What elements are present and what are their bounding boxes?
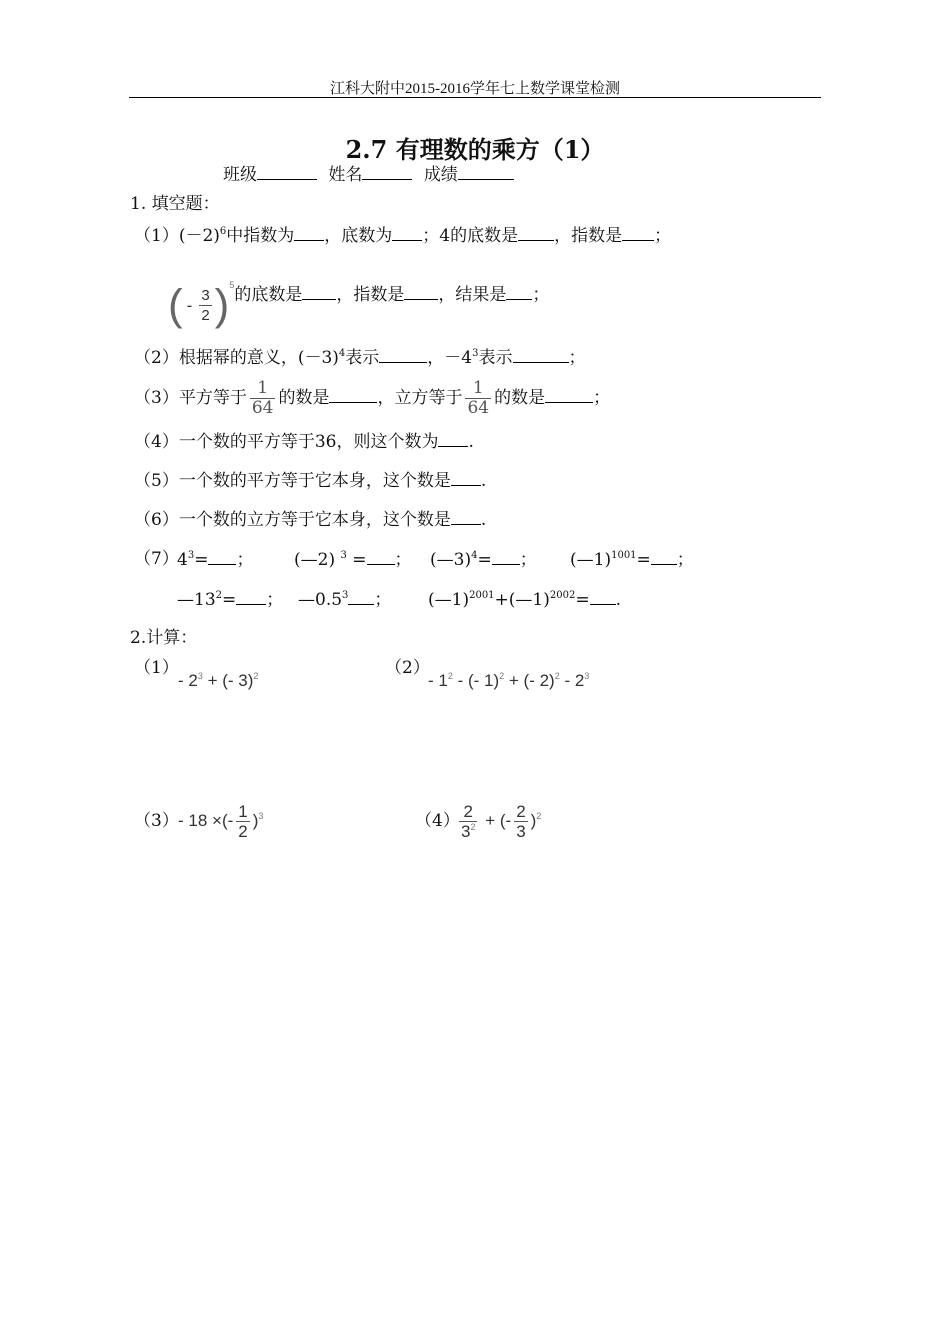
answer-blank[interactable] bbox=[404, 283, 438, 300]
answer-blank[interactable] bbox=[329, 386, 377, 403]
answer-blank[interactable] bbox=[451, 508, 481, 525]
minus-sign: - bbox=[186, 295, 193, 315]
answer-blank[interactable] bbox=[236, 588, 266, 605]
calc-3-num: （3） bbox=[134, 811, 179, 831]
question-text: 中指数为 bbox=[226, 226, 295, 246]
question-7g bbox=[428, 588, 621, 611]
question-text: 一个数的立方等于它本身，这个数是 bbox=[178, 510, 451, 530]
question-text: ；4的底数是 bbox=[422, 226, 519, 246]
question-text: ； bbox=[374, 590, 392, 610]
exponent: 2002 bbox=[549, 590, 576, 601]
question-1b bbox=[168, 265, 549, 336]
question-7c bbox=[430, 548, 537, 571]
fraction bbox=[250, 379, 276, 418]
question-text: 一个数的平方等于36，则这个数为 bbox=[178, 432, 439, 452]
answer-blank[interactable] bbox=[348, 588, 374, 605]
question-text: ，－4 bbox=[427, 348, 473, 368]
expression: 4 bbox=[177, 550, 188, 570]
fraction-numerator: 1 bbox=[250, 379, 276, 399]
exponent: 2 bbox=[253, 671, 259, 681]
question-text: ，指数是 bbox=[554, 226, 623, 246]
question-number: （5） bbox=[134, 471, 179, 491]
answer-blank[interactable] bbox=[392, 224, 422, 241]
exponent: 3 bbox=[340, 550, 347, 561]
question-text: ； bbox=[519, 550, 537, 570]
fraction bbox=[459, 802, 477, 841]
equals: = bbox=[636, 550, 651, 570]
question-text: ； bbox=[568, 348, 586, 368]
term: + (- 3) bbox=[202, 671, 254, 690]
fraction-numerator: 1 bbox=[238, 802, 248, 822]
calc-2-num: （2） bbox=[385, 658, 430, 678]
question-3 bbox=[134, 376, 610, 420]
expression: (—1) bbox=[570, 550, 612, 570]
score-blank[interactable] bbox=[458, 163, 514, 180]
term: - 1 bbox=[428, 671, 448, 690]
expression: —13 bbox=[177, 590, 216, 610]
calc-1-num: （1） bbox=[134, 658, 179, 678]
question-number: （6） bbox=[134, 510, 179, 530]
question-7d bbox=[570, 548, 694, 571]
question-text: ，底数为 bbox=[324, 226, 393, 246]
question-number: （1） bbox=[134, 226, 179, 246]
fraction bbox=[514, 802, 527, 841]
header-school-line: 江科大附中2015-2016学年七上数学课堂检测 bbox=[330, 81, 620, 97]
fraction-denominator: 64 bbox=[467, 398, 490, 418]
fraction-expression: ( - $\frac{3}{2}$ )$^5$ bbox=[168, 280, 235, 330]
equals: = bbox=[575, 590, 590, 610]
student-info-line bbox=[223, 163, 514, 186]
answer-blank[interactable] bbox=[379, 346, 427, 363]
question-6 bbox=[134, 508, 486, 531]
equals: = bbox=[352, 550, 367, 570]
term: ) bbox=[530, 811, 537, 830]
expression: (－2) bbox=[178, 226, 220, 246]
score-label: 成绩 bbox=[423, 165, 458, 185]
page-title: 2.7 有理数的乘方（1） bbox=[345, 135, 605, 164]
question-text: . bbox=[468, 432, 474, 452]
answer-blank[interactable] bbox=[367, 548, 395, 565]
equals: = bbox=[222, 590, 237, 610]
question-1a bbox=[134, 224, 671, 247]
name-blank[interactable] bbox=[362, 163, 412, 180]
expression: (—1) bbox=[428, 590, 470, 610]
exponent: 2 bbox=[470, 822, 476, 833]
term: ) bbox=[252, 811, 259, 830]
fraction bbox=[199, 286, 211, 325]
question-text: ； bbox=[266, 590, 284, 610]
term: - 18 ×(- bbox=[178, 811, 234, 830]
equals: = bbox=[194, 550, 209, 570]
section1-heading: 1. 填空题： bbox=[130, 194, 220, 214]
exponent: 3 bbox=[584, 671, 590, 681]
question-text: ； bbox=[394, 550, 412, 570]
question-text: 的数是 bbox=[494, 388, 546, 408]
question-text: ； bbox=[593, 388, 611, 408]
class-blank[interactable] bbox=[257, 163, 317, 180]
term: - 2 bbox=[178, 671, 198, 690]
fraction-numerator: 1 bbox=[465, 379, 491, 399]
exponent: 2001 bbox=[469, 590, 495, 601]
answer-blank[interactable] bbox=[622, 224, 654, 241]
expression: (—1) bbox=[508, 590, 550, 610]
exponent: 3 bbox=[258, 811, 264, 821]
equals: = bbox=[477, 550, 492, 570]
fraction-numerator: 2 bbox=[516, 802, 526, 822]
question-number: （2） bbox=[134, 348, 179, 368]
expression: (—2) bbox=[294, 550, 336, 570]
answer-blank[interactable] bbox=[518, 224, 554, 241]
term: + (- 2) bbox=[504, 671, 555, 690]
section2-heading: 2.计算： bbox=[130, 628, 198, 648]
answer-blank[interactable] bbox=[302, 283, 336, 300]
answer-blank[interactable] bbox=[590, 588, 616, 605]
question-4 bbox=[134, 430, 474, 453]
question-text: ； bbox=[654, 226, 672, 246]
question-text: . bbox=[480, 510, 487, 530]
fraction-denominator: 3 bbox=[516, 822, 526, 842]
question-text: ，结果是 bbox=[438, 285, 507, 305]
question-text: 根据幂的意义， bbox=[178, 348, 298, 368]
answer-blank[interactable] bbox=[506, 283, 532, 300]
question-text: 平方等于 bbox=[178, 388, 247, 408]
fraction-numerator: 3 bbox=[201, 287, 210, 305]
exponent: 4 bbox=[338, 348, 346, 359]
answer-blank[interactable] bbox=[651, 548, 677, 565]
answer-blank[interactable] bbox=[451, 469, 481, 486]
fraction-denominator: 64 bbox=[251, 398, 274, 418]
exponent: 4 bbox=[471, 550, 478, 561]
exponent: 1001 bbox=[611, 550, 637, 561]
question-text: ； bbox=[532, 285, 550, 305]
expression: (—3) bbox=[430, 550, 472, 570]
exponent: 2 bbox=[447, 671, 453, 681]
question-7f bbox=[298, 588, 391, 611]
fraction-denominator bbox=[459, 822, 477, 841]
class-label: 班级 bbox=[223, 165, 257, 185]
fraction bbox=[465, 379, 491, 418]
fraction-denominator: 2 bbox=[238, 822, 248, 842]
calc-4-expression bbox=[456, 796, 541, 846]
question-number: （3） bbox=[134, 388, 179, 408]
exponent: 2 bbox=[499, 671, 505, 681]
exponent: 3 bbox=[187, 550, 195, 561]
question-7b bbox=[294, 548, 412, 571]
question-text: ； bbox=[676, 550, 694, 570]
exponent: 2 bbox=[554, 671, 560, 681]
fraction-numerator: 2 bbox=[459, 802, 477, 822]
answer-blank[interactable] bbox=[294, 224, 324, 241]
exponent: 2 bbox=[215, 590, 223, 601]
term: + (- bbox=[480, 811, 512, 830]
question-7-num: （7） bbox=[134, 549, 179, 569]
answer-blank[interactable] bbox=[545, 386, 593, 403]
exponent: 3 bbox=[342, 590, 349, 601]
term: - (- 1) bbox=[452, 671, 500, 690]
question-text: 的数是 bbox=[278, 388, 330, 408]
question-text: 一个数的平方等于它本身，这个数是 bbox=[178, 471, 451, 491]
answer-blank[interactable] bbox=[208, 548, 236, 565]
exponent: 6 bbox=[219, 226, 227, 237]
question-7e bbox=[177, 588, 283, 611]
calc-2-expression bbox=[428, 670, 589, 692]
expression: (－3) bbox=[297, 348, 339, 368]
name-label: 姓名 bbox=[328, 165, 363, 185]
question-text: ，指数是 bbox=[336, 285, 405, 305]
term: - 2 bbox=[559, 671, 585, 690]
question-text: 表示 bbox=[478, 348, 513, 368]
question-text: . bbox=[615, 590, 621, 610]
answer-blank[interactable] bbox=[492, 548, 520, 565]
exponent: 5 bbox=[229, 280, 235, 291]
question-text: ； bbox=[236, 550, 254, 570]
fraction bbox=[236, 802, 249, 841]
answer-blank[interactable] bbox=[438, 430, 468, 447]
exponent: 3 bbox=[472, 348, 479, 359]
question-text: 表示 bbox=[345, 348, 380, 368]
calc-3-expression bbox=[178, 796, 263, 846]
question-text: ，立方等于 bbox=[377, 388, 463, 408]
expression: —0.5 bbox=[298, 590, 343, 610]
question-text: . bbox=[480, 471, 487, 491]
denominator-base: 3 bbox=[461, 822, 471, 842]
question-5 bbox=[134, 469, 486, 492]
answer-blank[interactable] bbox=[513, 346, 569, 363]
exponent: 3 bbox=[197, 671, 203, 681]
question-2 bbox=[134, 346, 586, 369]
exponent: 2 bbox=[536, 811, 542, 821]
calc-1-expression bbox=[178, 670, 258, 692]
question-text: 的底数是 bbox=[234, 285, 303, 305]
header-rule bbox=[129, 97, 821, 98]
plus-sign: + bbox=[494, 590, 509, 610]
calc-4-num: （4） bbox=[415, 811, 460, 831]
question-7a bbox=[177, 548, 253, 571]
question-number: （4） bbox=[134, 432, 179, 452]
fraction-denominator: 2 bbox=[201, 307, 210, 325]
